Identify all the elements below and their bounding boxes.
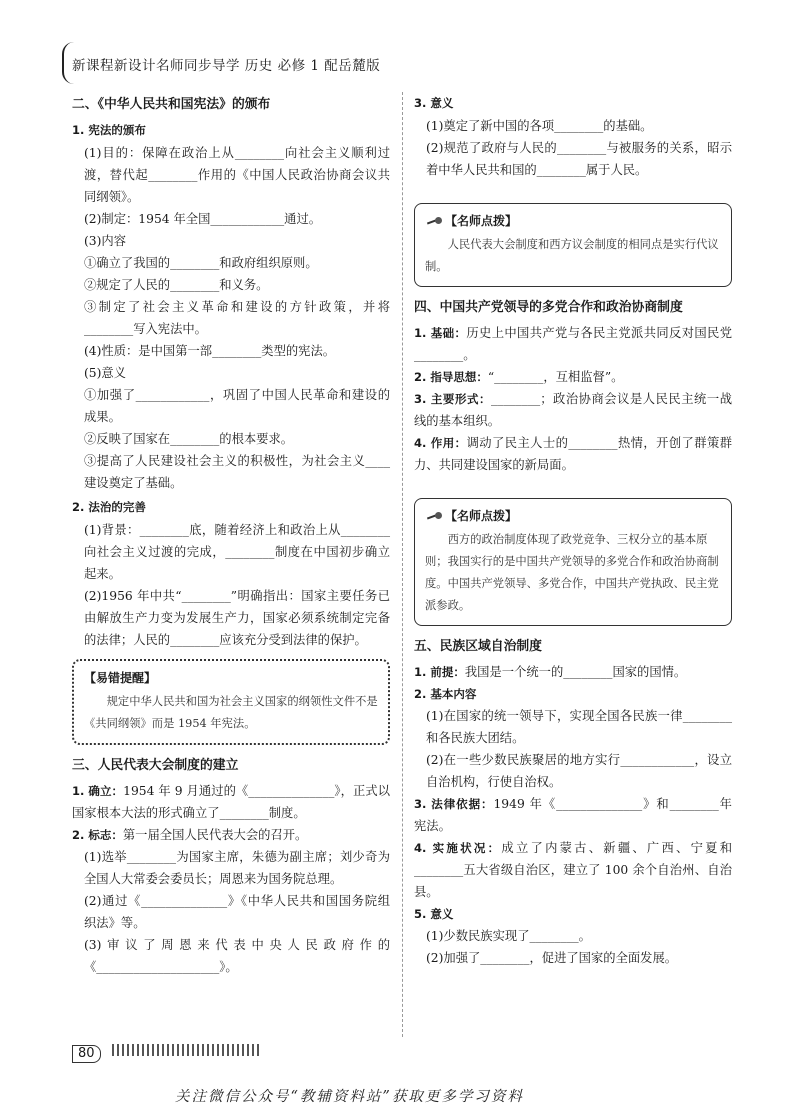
- list-item: (1)少数民族实现了________。: [426, 929, 591, 943]
- list-item: ②反映了国家在________的根本要求。: [84, 432, 294, 446]
- teacher-tip-text: 人民代表大会制度和西方议会制度的相同点是实行代议制。: [425, 238, 719, 273]
- list-item: [414, 837, 732, 903]
- item-text: 我国是一个统一的________国家的国情。: [464, 665, 687, 679]
- error-tip-box: [72, 659, 390, 745]
- item-label: 1. 基础：: [414, 326, 467, 340]
- section-2-2-title: 2. 法治的完善: [72, 500, 146, 514]
- item-label: 2. 指导思想：: [414, 370, 488, 384]
- footer-stripe-decoration: [112, 1044, 262, 1056]
- page-footer: [72, 1042, 262, 1060]
- item-label: 1. 确立：: [72, 784, 124, 798]
- list-item: [72, 824, 390, 846]
- pushpin-icon: [427, 217, 443, 227]
- teacher-tip-title: 【名师点拨】: [425, 505, 523, 527]
- item-label: 2. 基本内容: [414, 687, 477, 701]
- section-5-title: 五、民族区域自治制度: [414, 639, 542, 654]
- section-2-1-title: 1. 宪法的颁布: [72, 123, 146, 137]
- list-item: (2)在一些少数民族聚居的地方实行____________，设立自治机构，行使自治权。: [426, 753, 732, 789]
- list-item: (5)意义: [84, 366, 127, 380]
- right-column: [414, 90, 732, 969]
- list-item: (1)背景：________底，随着经济上和政治上从________向社会主义过渡的完成，________制度在中国初步确立起来。: [84, 523, 390, 581]
- left-column: [72, 90, 390, 978]
- list-item: (2)加强了________，促进了国家的全面发展。: [426, 951, 678, 965]
- item-label: 2. 标志：: [72, 828, 123, 842]
- list-item: (2)1956 年中共“________”明确指出：国家主要任务已由解放生产力变为发展生产力，国家必须系统制定完备的法律；人民的________应该充分受到法律的保护。: [84, 589, 390, 647]
- list-item: [414, 793, 732, 837]
- list-item: [414, 432, 732, 476]
- list-item: [414, 683, 732, 705]
- list-item: (3)内容: [84, 234, 127, 248]
- page-number: 80: [72, 1045, 101, 1063]
- section-3-3-title: 3. 意义: [414, 96, 454, 110]
- section-3-title: 三、人民代表大会制度的建立: [72, 758, 239, 773]
- list-item: [414, 322, 732, 366]
- list-item: (2)制定：1954 年全国____________通过。: [84, 212, 322, 226]
- list-item: ①加强了____________，巩固了中国人民革命和建设的成果。: [84, 388, 390, 424]
- list-item: [414, 366, 732, 388]
- error-tip-text: 规定中华人民共和国为社会主义国家的纲领性文件不是《共同纲领》而是 1954 年宪法。: [84, 695, 378, 730]
- list-item: (1)在国家的统一领导下，实现全国各民族一律________和各民族大团结。: [426, 709, 732, 745]
- list-item: [414, 661, 732, 683]
- list-item: ②规定了人民的________和义务。: [84, 278, 269, 292]
- list-item: (4)性质：是中国第一部________类型的宪法。: [84, 344, 336, 358]
- list-item: [414, 903, 732, 925]
- list-item: ③提高了人民建设社会主义的积极性，为社会主义____建设奠定了基础。: [84, 454, 390, 490]
- item-label: 4. 实施状况：: [414, 841, 502, 855]
- list-item: [414, 388, 732, 432]
- book-title: 新课程新设计名师同步导学 历史 必修 1 配岳麓版: [72, 58, 381, 74]
- teacher-tip-box-2: [414, 498, 732, 626]
- item-label: 4. 作用：: [414, 436, 467, 450]
- list-item: (2)规范了政府与人民的________与被服务的关系，昭示着中华人民共和国的________属于人民。: [426, 141, 732, 177]
- item-text: ________；政治协商会议是人民民主统一战线的基本组织。: [414, 392, 732, 428]
- teacher-tip-box-1: [414, 203, 732, 287]
- item-text: 调动了民主人士的________热情，开创了群策群力、共同建设国家的新局面。: [414, 436, 732, 472]
- item-label: 1. 前提：: [414, 665, 465, 679]
- column-divider: [402, 92, 403, 1037]
- item-text: “________，互相监督”。: [487, 370, 624, 384]
- list-item: [72, 780, 390, 824]
- item-label: 3. 法律依据：: [414, 797, 494, 811]
- list-item: (1)选举________为国家主席，朱德为副主席；刘少奇为全国人大常委会委员长；周恩来为国务院总理。: [84, 850, 390, 886]
- teacher-tip-text: 西方的政治制度体现了政党竞争、三权分立的基本原则；我国实行的是中国共产党领导的多党合作和政治协商制度。中国共产党领导、多党合作，中国共产党执政、民主党派参政。: [425, 533, 719, 612]
- list-item: ③制定了社会主义革命和建设的方针政策，并将________写入宪法中。: [84, 300, 390, 336]
- list-item: (1)目的：保障在政治上从________向社会主义顺利过渡，替代起________作用的《中国人民政治协商会议共同纲领》。: [84, 146, 390, 204]
- header-bracket: [62, 42, 74, 84]
- teacher-tip-title: 【名师点拨】: [425, 210, 523, 232]
- item-text: 成立了内蒙古、新疆、广西、宁夏和________五大省级自治区，建立了 100 余个自治州、自治县。: [414, 841, 732, 899]
- list-item: (1)奠定了新中国的各项________的基础。: [426, 119, 653, 133]
- item-text: 历史上中国共产党与各民主党派共同反对国民党________。: [414, 326, 732, 362]
- page-header: [72, 54, 732, 74]
- bottom-note: 关注微信公众号“教辅资料站”获取更多学习资料: [175, 1089, 524, 1105]
- list-item: (3)审议了周恩来代表中央人民政府作的《____________________》。: [84, 938, 390, 974]
- error-tip-title: 【易错提醒】: [84, 671, 157, 685]
- section-4-title: 四、中国共产党领导的多党合作和政治协商制度: [414, 300, 683, 315]
- item-text: 1949 年《______________》和________年宪法。: [414, 797, 732, 833]
- list-item: ①确立了我国的________和政府组织原则。: [84, 256, 318, 270]
- list-item: (2)通过《______________》《中华人民共和国国务院组织法》等。: [84, 894, 390, 930]
- item-label: 5. 意义: [414, 907, 454, 921]
- pushpin-icon: [427, 512, 443, 522]
- item-text: 1954 年 9 月通过的《______________》，正式以国家根本大法的形式确立了________制度。: [72, 784, 391, 820]
- item-text: 第一届全国人民代表大会的召开。: [122, 828, 308, 842]
- section-2-title: 二、《中华人民共和国宪法》的颁布: [72, 97, 271, 112]
- item-label: 3. 主要形式：: [414, 392, 492, 406]
